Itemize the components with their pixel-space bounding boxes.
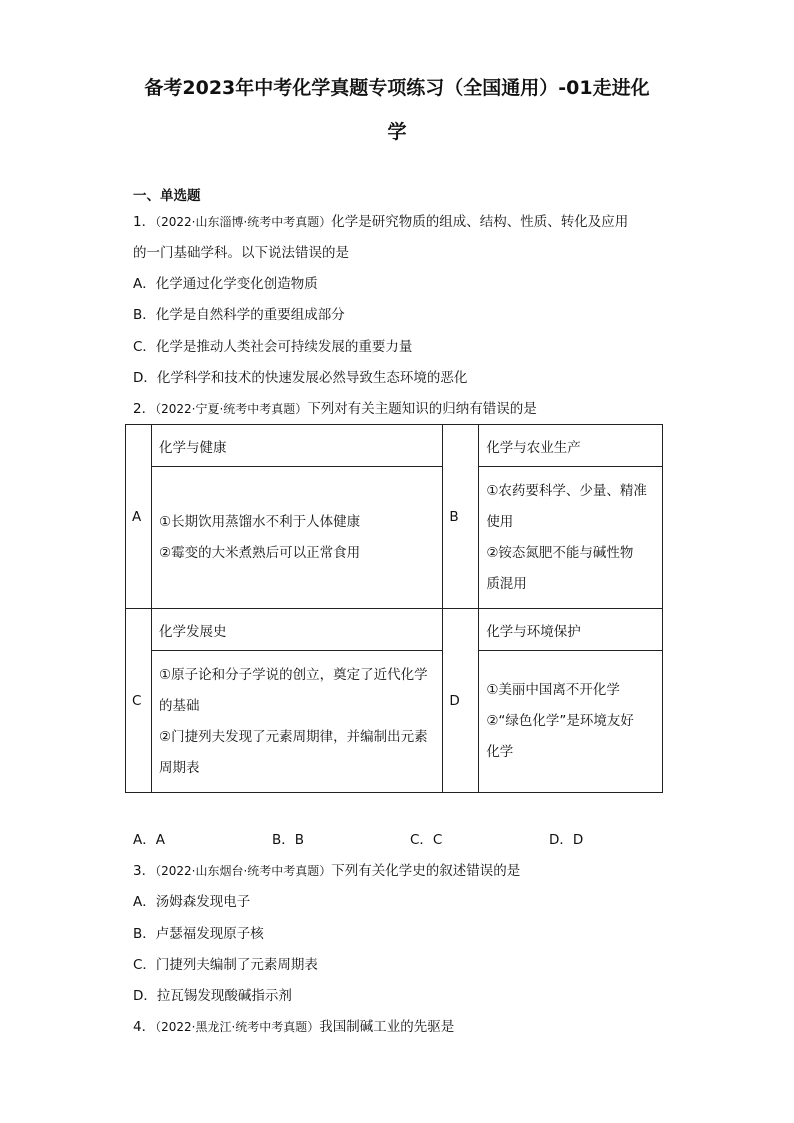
cell-body-b [479,467,663,609]
question-number: 2． [133,401,156,417]
question-text: 化学是研究物质的组成、结构、性质、转化及应用 [331,214,629,230]
cell-head-d: 化学与环境保护 [479,609,663,651]
cell-body-d [479,651,663,793]
cell-line: ①原子论和分子学说的创立，奠定了近代化学 [158,666,428,683]
question-1-stem [133,212,628,232]
cell-line: 的基础 [158,697,200,714]
question-2-table [125,424,663,793]
question-number: 3． [133,863,156,879]
cell-line: ②“绿色化学”是环境友好 [486,713,634,729]
question-1-option-a: A．化学通过化学变化创造物质 [133,276,318,292]
section-heading: 一、单选题 [133,188,201,204]
cell-line: ①长期饮用蒸馏水不利于人体健康 [158,513,361,530]
question-2-option-a: A．A [133,832,165,848]
document-title [120,66,674,154]
cell-line: 化学 [486,744,514,760]
cell-line: ②霉变的大米煮熟后可以正常食用 [158,544,361,561]
cell-head-a: 化学与健康 [151,425,442,467]
question-1-stem-cont: 的一门基础学科。以下说法错误的是 [133,245,349,261]
question-1-option-b: B．化学是自然科学的重要组成部分 [133,307,345,323]
question-number: 1． [133,214,156,230]
title-line-2: 学 [387,121,407,143]
cell-line: ①美丽中国离不开化学 [486,682,620,698]
cell-letter-d: D [443,609,479,793]
question-1-option-c: C．化学是推动人类社会可持续发展的重要力量 [133,339,413,355]
question-3-option-a: A．汤姆森发现电子 [133,894,251,910]
cell-body-a [151,467,442,609]
cell-head-c: 化学发展史 [151,609,442,651]
question-2-option-b: B．B [272,832,305,848]
question-number: 4． [133,1019,156,1035]
question-text: 下列有关化学史的叙述错误的是 [331,863,521,879]
cell-letter-c: C [126,609,152,793]
question-3-option-c: C．门捷列夫编制了元素周期表 [133,957,318,973]
cell-line: 使用 [486,513,514,530]
question-text: 下列对有关主题知识的归纳有错误的是 [307,401,537,417]
question-source: （2022·山东烟台·统考中考真题） [155,864,332,878]
cell-letter-a: A [126,425,152,609]
question-3-option-b: B．卢瑟福发现原子核 [133,926,264,942]
cell-body-c [151,651,442,793]
cell-line: ②铵态氮肥不能与碱性物 [486,544,634,561]
question-source: （2022·宁夏·统考中考真题） [155,402,308,416]
title-line-1: 备考2023年中考化学真题专项练习（全国通用）-01走进化 [144,77,650,99]
question-source: （2022·山东淄博·统考中考真题） [155,215,332,229]
question-3-stem [133,861,520,881]
cell-line: ②门捷列夫发现了元素周期律，并编制出元素 [158,728,428,745]
cell-line: ①农药要科学、少量、精准 [486,482,647,499]
question-text: 我国制碱工业的先驱是 [319,1019,455,1035]
question-1-option-d: D．化学科学和技术的快速发展必然导致生态环境的恶化 [133,370,468,386]
cell-line: 质混用 [486,575,527,592]
question-2-option-c: C．C [410,832,443,848]
question-source: （2022·黑龙江·统考中考真题） [155,1020,320,1034]
cell-line: 周期表 [158,759,200,776]
question-2-option-d: D．D [549,832,584,848]
question-3-option-d: D．拉瓦锡发现酸碱指示剂 [133,988,292,1004]
cell-head-b: 化学与农业生产 [479,425,663,467]
cell-letter-b: B [443,425,479,609]
question-2-stem [133,399,537,419]
question-4-stem [133,1017,454,1037]
